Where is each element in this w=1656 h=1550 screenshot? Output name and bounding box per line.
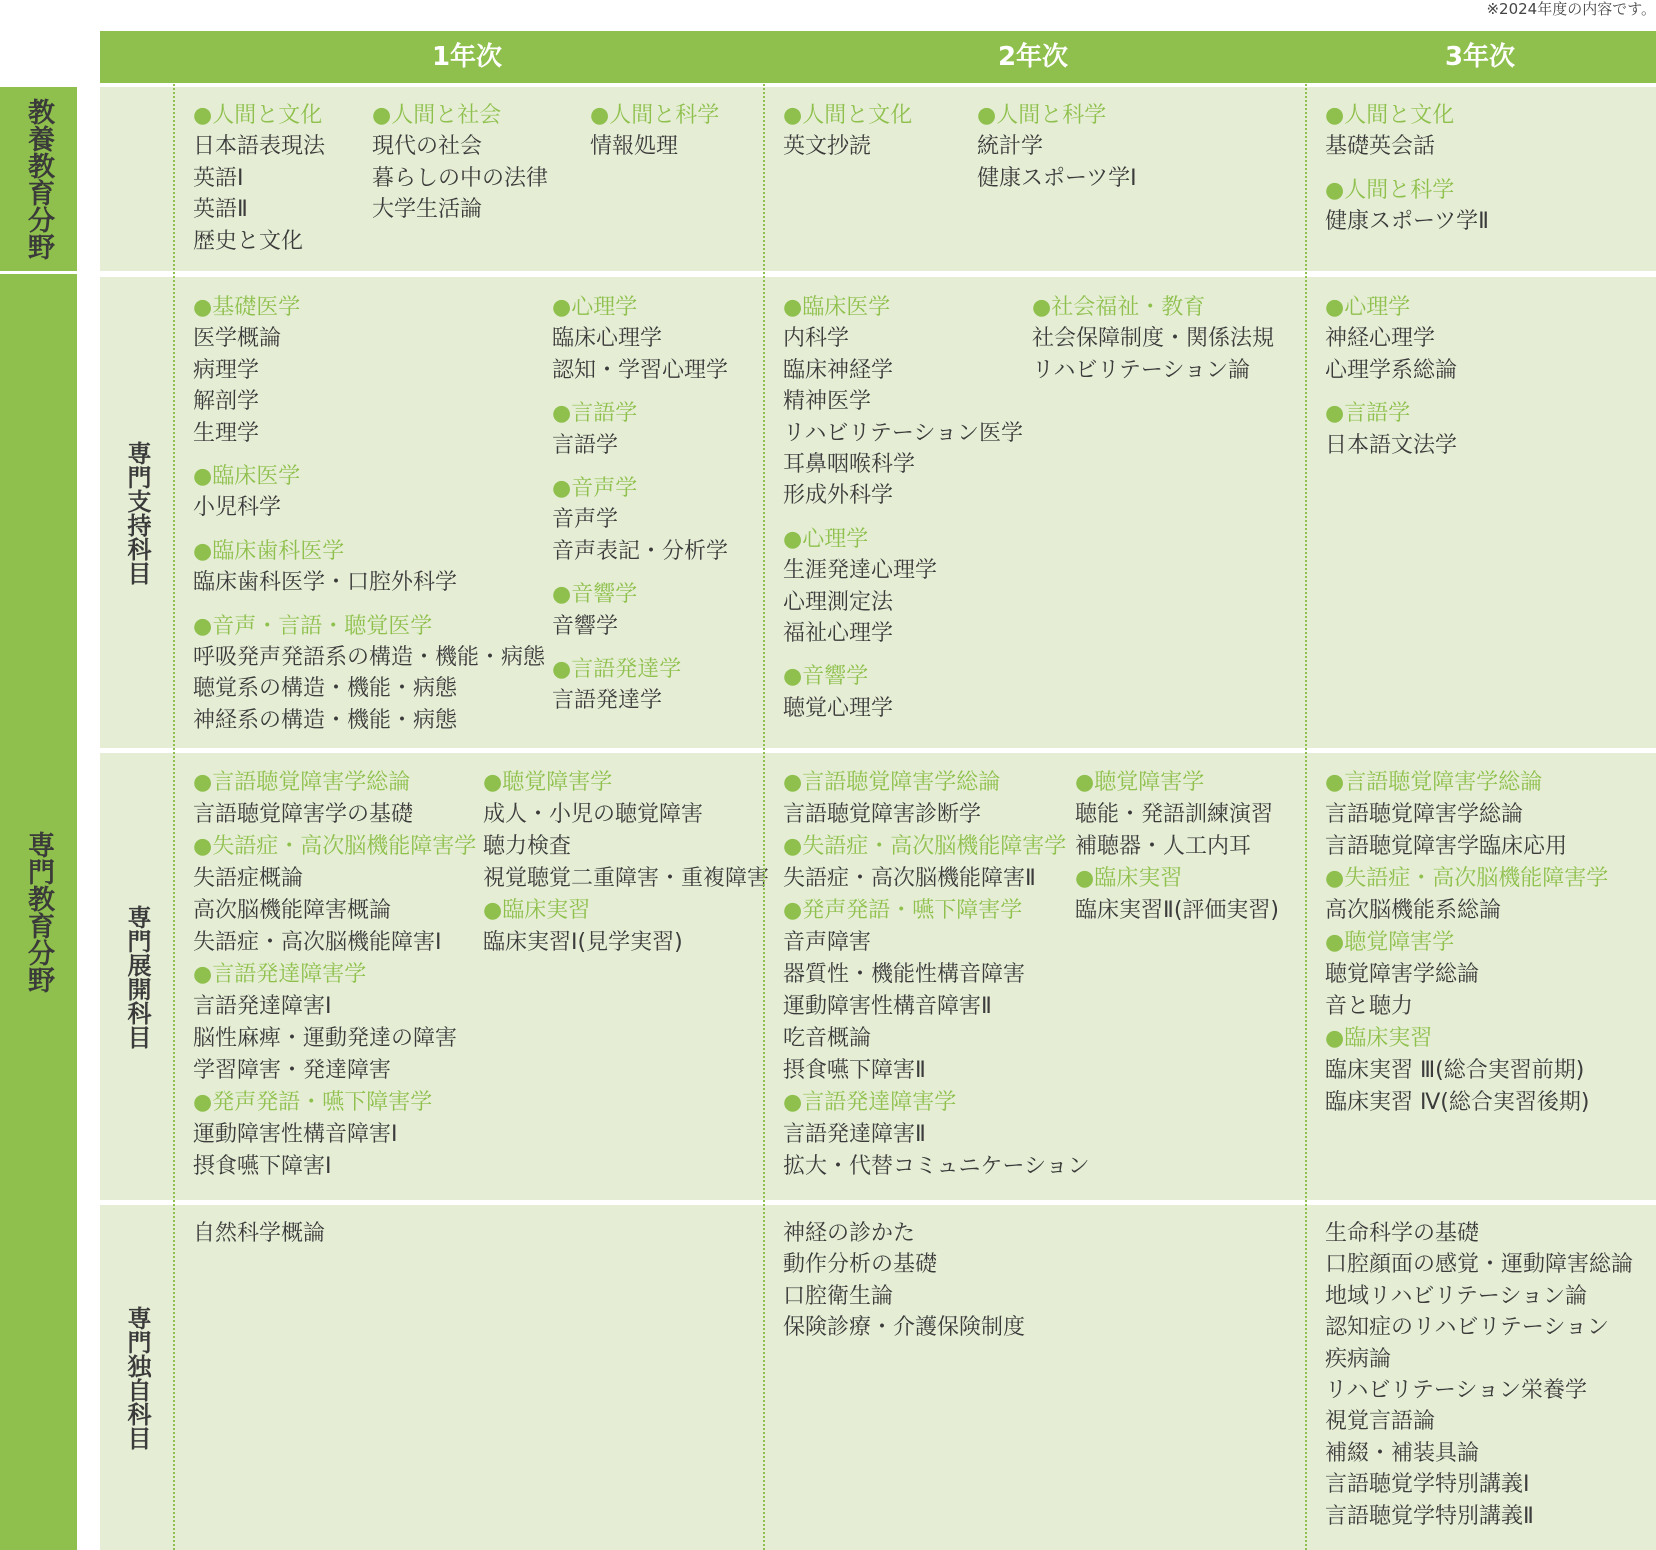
- course-item: 現代の社会: [372, 134, 483, 160]
- course-item: 健康スポーツ学Ⅱ: [1325, 209, 1489, 235]
- subject-group-heading: ● 聴覚障害学: [1075, 767, 1279, 799]
- subject-group-heading: ● 社会福祉・教育: [1032, 292, 1274, 323]
- course-item: 神経系の構造・機能・病態: [193, 707, 458, 733]
- subject-group-heading: ● 人間と文化: [783, 100, 912, 131]
- course-item: 補綴・補装具論: [1325, 1440, 1480, 1466]
- course-item: 歴史と文化: [193, 228, 304, 254]
- field-kyoyo-label: 教養教育分野: [23, 98, 54, 260]
- course-item: 失語症概論: [193, 866, 304, 891]
- subject-group-heading: ● 音声学: [552, 473, 728, 504]
- subject-group-heading: ● 心理学: [783, 524, 1023, 555]
- course-item: 摂食嚥下障害Ⅰ: [193, 1154, 332, 1179]
- course-item: 臨床心理学: [552, 326, 663, 352]
- course-item: 小児科学: [193, 495, 282, 521]
- kyoyo-y2-col-b: [977, 100, 1137, 194]
- course-item: 大学生活論: [372, 197, 483, 223]
- course-item: 聴力検査: [483, 834, 572, 859]
- course-item: 心理学系総論: [1325, 357, 1458, 383]
- course-item: 音声表記・分析学: [552, 538, 729, 564]
- subject-group-heading: ● 人間と社会: [372, 100, 548, 131]
- subject-group-heading: ● 人間と科学: [1325, 175, 1489, 206]
- course-item: 音声障害: [783, 930, 872, 955]
- course-item: 自然科学概論: [193, 1221, 326, 1246]
- subject-group-heading: ● 臨床実習: [1075, 863, 1279, 895]
- subject-group-heading: ● 失語症・高次脳機能障害学: [193, 831, 476, 863]
- year-2-heading: 2年次: [997, 42, 1069, 72]
- course-item: 耳鼻咽喉科学: [783, 452, 916, 478]
- subject-group-heading: ● 発声発語・嚥下障害学: [783, 895, 1090, 927]
- subject-group-heading: ● 言語発達障害学: [783, 1087, 1090, 1119]
- subject-group-heading: ● 人間と文化: [1325, 100, 1489, 131]
- category-shiji-label: 専門支持科目: [123, 440, 151, 585]
- subject-group-heading: ● 人間と科学: [590, 100, 719, 131]
- course-item: 高次脳機能障害概論: [193, 898, 392, 923]
- course-item: 運動障害性構音障害Ⅱ: [783, 994, 992, 1019]
- course-item: 情報処理: [590, 134, 679, 160]
- subject-group-heading: ● 音響学: [783, 661, 1023, 692]
- subject-group-heading: ● 臨床医学: [783, 292, 1023, 323]
- tenkai-y2-col-a: [783, 767, 1090, 1183]
- subject-group-heading: ● 言語発達学: [552, 654, 728, 685]
- course-item: 脳性麻痺・運動発達の障害: [193, 1026, 458, 1051]
- course-item: 地域リハビリテーション論: [1325, 1283, 1588, 1309]
- course-item: 健康スポーツ学Ⅰ: [977, 165, 1137, 191]
- course-item: 病理学: [193, 357, 260, 383]
- course-item: 福祉心理学: [783, 621, 894, 647]
- subject-group-heading: ● 臨床医学: [193, 461, 545, 492]
- course-item: 高次脳機能系総論: [1325, 898, 1502, 923]
- shiji-y1-col-a: [193, 292, 545, 736]
- course-item: 英語Ⅱ: [193, 197, 248, 223]
- course-item: 言語聴覚学特別講義Ⅰ: [1325, 1472, 1530, 1498]
- course-item: 生理学: [193, 420, 260, 446]
- subject-group-heading: ● 音響学: [552, 579, 728, 610]
- course-item: 音と聴力: [1325, 994, 1414, 1019]
- course-item: 生涯発達心理学: [783, 558, 938, 584]
- category-tenkai-label: 専門展開科目: [123, 904, 151, 1049]
- course-item: 日本語表現法: [193, 134, 326, 160]
- course-item: 聴覚系の構造・機能・病態: [193, 676, 458, 702]
- course-item: 社会保障制度・関係法規: [1032, 326, 1275, 352]
- kyoyo-y1-col-a: [193, 100, 325, 257]
- course-item: 臨床実習 Ⅲ(総合実習前期): [1325, 1058, 1585, 1083]
- course-item: 言語聴覚障害学総論: [1325, 802, 1524, 827]
- subject-group-heading: ● 失語症・高次脳機能障害学: [1325, 863, 1608, 895]
- subject-group-heading: ● 心理学: [552, 292, 728, 323]
- course-item: 言語聴覚障害学の基礎: [193, 802, 414, 827]
- course-item: 音響学: [552, 613, 619, 639]
- shiji-y2-col-b: [1032, 292, 1274, 386]
- course-item: 臨床実習 Ⅳ(総合実習後期): [1325, 1090, 1590, 1115]
- category-tenkai: [100, 753, 174, 1200]
- category-shiji: [100, 277, 174, 748]
- year-1-heading: 1年次: [431, 42, 503, 72]
- course-item: 認知・学習心理学: [552, 357, 729, 383]
- course-item: 臨床歯科医学・口腔外科学: [193, 570, 458, 596]
- course-item: 認知症のリハビリテーション: [1325, 1315, 1610, 1341]
- category-dokuji-label: 専門独自科目: [123, 1305, 151, 1450]
- course-item: 失語症・高次脳機能障害Ⅱ: [783, 866, 1036, 891]
- subject-group-heading: ● 音声・言語・聴覚医学: [193, 611, 545, 642]
- shiji-y2-col-a: [783, 292, 1023, 724]
- course-item: 聴覚障害学総論: [1325, 962, 1480, 987]
- course-item: 学習障害・発達障害: [193, 1058, 392, 1083]
- subject-group-heading: ● 臨床実習: [483, 895, 769, 927]
- subject-group-heading: ● 基礎医学: [193, 292, 545, 323]
- course-item: 神経の診かた: [783, 1221, 916, 1246]
- course-item: 英語Ⅰ: [193, 165, 244, 191]
- course-item: 心理測定法: [783, 589, 894, 615]
- course-item: 口腔顔面の感覚・運動障害総論: [1325, 1252, 1634, 1278]
- course-item: 基礎英会話: [1325, 134, 1436, 160]
- dokuji-y3-col: [1325, 1218, 1633, 1532]
- dokuji-y1-col: [193, 1218, 325, 1249]
- course-item: 言語聴覚障害学臨床応用: [1325, 834, 1568, 859]
- course-item: 解剖学: [193, 389, 260, 415]
- course-item: 言語学: [552, 432, 619, 458]
- course-item: 聴能・発語訓練演習: [1075, 802, 1274, 827]
- subject-group-heading: ● 言語聴覚障害学総論: [1325, 767, 1608, 799]
- course-item: 言語聴覚障害診断学: [783, 802, 982, 827]
- course-item: 音声学: [552, 507, 619, 533]
- subject-group-heading: ● 言語学: [1325, 398, 1457, 429]
- course-item: 内科学: [783, 326, 850, 352]
- category-dokuji: [100, 1205, 174, 1550]
- divider-2: [763, 31, 765, 1550]
- course-item: 聴覚心理学: [783, 695, 894, 721]
- tenkai-y3-col-a: [1325, 767, 1608, 1119]
- subject-group-heading: ● 聴覚障害学: [1325, 927, 1608, 959]
- divider-3: [1305, 31, 1307, 1550]
- course-item: 統計学: [977, 134, 1044, 160]
- course-item: リハビリテーション栄養学: [1325, 1378, 1588, 1404]
- subject-group-heading: ● 人間と科学: [977, 100, 1137, 131]
- kyoyo-y3-col-a: [1325, 100, 1489, 238]
- course-item: 口腔衛生論: [783, 1283, 894, 1309]
- subject-group-heading: ● 失語症・高次脳機能障害学: [783, 831, 1090, 863]
- year-note: ※2024年度の内容です。: [1486, 0, 1656, 18]
- course-item: 成人・小児の聴覚障害: [483, 802, 704, 827]
- kyoyo-y1-col-c: [590, 100, 719, 163]
- shiji-y1-col-b: [552, 292, 728, 717]
- divider-1: [173, 31, 175, 1550]
- field-senmon: [0, 274, 77, 1550]
- subject-group-heading: ● 臨床歯科医学: [193, 536, 545, 567]
- field-kyoyo: [0, 87, 77, 271]
- course-item: 疾病論: [1325, 1346, 1392, 1372]
- course-item: リハビリテーション医学: [783, 420, 1024, 446]
- course-item: 拡大・代替コミュニケーション: [783, 1154, 1090, 1179]
- course-item: 視覚聴覚二重障害・重複障害: [483, 866, 770, 891]
- course-item: 日本語文法学: [1325, 432, 1458, 458]
- course-item: 臨床実習Ⅱ(評価実習): [1075, 898, 1279, 923]
- subject-group-heading: ● 言語聴覚障害学総論: [783, 767, 1090, 799]
- course-item: 失語症・高次脳機能障害Ⅰ: [193, 930, 442, 955]
- tenkai-y1-col-b: [483, 767, 769, 959]
- course-item: 器質性・機能性構音障害: [783, 962, 1026, 987]
- field-senmon-label: 専門教育分野: [23, 831, 54, 993]
- subject-group-heading: ● 発声発語・嚥下障害学: [193, 1087, 476, 1119]
- year-3-heading: 3年次: [1444, 42, 1516, 72]
- course-item: 医学概論: [193, 326, 282, 352]
- course-item: 補聴器・人工内耳: [1075, 834, 1252, 859]
- subject-group-heading: ● 人間と文化: [193, 100, 325, 131]
- tenkai-y2-col-b: [1075, 767, 1279, 927]
- kyoyo-y1-col-b: [372, 100, 548, 226]
- subject-group-heading: ● 臨床実習: [1325, 1023, 1608, 1055]
- course-item: 運動障害性構音障害Ⅰ: [193, 1122, 398, 1147]
- course-item: 言語聴覚学特別講義Ⅱ: [1325, 1503, 1534, 1529]
- course-item: 保険診療・介護保険制度: [783, 1315, 1026, 1341]
- kyoyo-y2-col-a: [783, 100, 912, 163]
- course-item: 神経心理学: [1325, 326, 1436, 352]
- course-item: 言語発達障害Ⅱ: [783, 1122, 926, 1147]
- dokuji-y2-col: [783, 1218, 1025, 1344]
- year-header: [100, 31, 1656, 83]
- course-item: 形成外科学: [783, 483, 894, 509]
- course-item: 暮らしの中の法律: [372, 165, 549, 191]
- course-item: 言語発達学: [552, 688, 663, 714]
- course-item: 生命科学の基礎: [1325, 1221, 1480, 1246]
- tenkai-y1-col-a: [193, 767, 476, 1183]
- course-item: 臨床神経学: [783, 357, 894, 383]
- subject-group-heading: ● 心理学: [1325, 292, 1457, 323]
- course-item: 動作分析の基礎: [783, 1252, 938, 1278]
- course-item: 臨床実習Ⅰ(見学実習): [483, 930, 683, 955]
- course-item: 言語発達障害Ⅰ: [193, 994, 332, 1019]
- course-item: 視覚言語論: [1325, 1409, 1436, 1435]
- course-item: リハビリテーション論: [1032, 357, 1251, 383]
- course-item: 吃音概論: [783, 1026, 872, 1051]
- subject-group-heading: ● 言語学: [552, 398, 728, 429]
- subject-group-heading: ● 聴覚障害学: [483, 767, 769, 799]
- subject-group-heading: ● 言語聴覚障害学総論: [193, 767, 476, 799]
- course-item: 精神医学: [783, 389, 872, 415]
- course-item: 英文抄読: [783, 134, 872, 160]
- subject-group-heading: ● 言語発達障害学: [193, 959, 476, 991]
- shiji-y3-col-a: [1325, 292, 1457, 461]
- course-item: 呼吸発声発語系の構造・機能・病態: [193, 645, 546, 671]
- course-item: 摂食嚥下障害Ⅱ: [783, 1058, 926, 1083]
